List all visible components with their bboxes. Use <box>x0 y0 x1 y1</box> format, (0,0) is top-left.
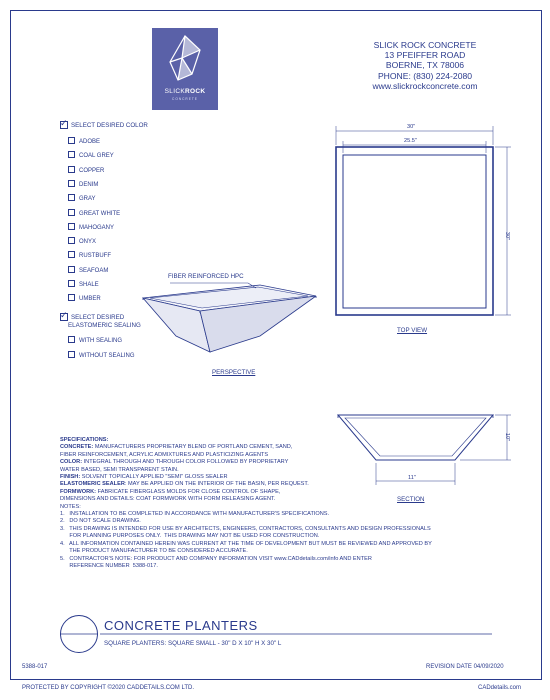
logo-subtext: CONCRETE <box>172 97 198 101</box>
note-line: 2. DO NOT SCALE DRAWING. <box>60 518 141 525</box>
color-option-label: GREAT WHITE <box>79 210 121 217</box>
select-sealing-heading-line2: ELASTOMERIC SEALING <box>68 322 141 329</box>
color-option-label: ADOBE <box>79 139 101 146</box>
spec-heading: SPECIFICATIONS: <box>60 437 109 443</box>
color-option-label: MAHOGANY <box>79 224 115 231</box>
section-label: SECTION <box>397 496 425 503</box>
select-color-heading: SELECT DESIRED COLOR <box>71 122 148 129</box>
note-line: THE PRODUCT MANUFACTURER TO BE CONSIDERED ACCURATE. <box>60 548 248 555</box>
color-option-label: ONYX <box>79 239 97 246</box>
top-view-drawing <box>336 126 511 315</box>
select-sealing-heading-line1: SELECT DESIRED <box>71 314 125 321</box>
note-line: 4. ALL INFORMATION CONTAINED HEREIN WAS CURRENT AT THE TIME OF DEVELOPMENT BUT MUST BE REVIEWED AND APPROVED BY <box>60 540 432 547</box>
notes-list <box>60 511 530 570</box>
color-option-label: COAL GREY <box>79 153 114 160</box>
revision-date: REVISION DATE 04/09/2020 <box>426 664 504 670</box>
dim-height: 10" <box>504 432 511 442</box>
dim-base: 11" <box>408 475 416 481</box>
color-option-label: SEAFOAM <box>79 267 109 274</box>
company-address-line1: 13 PFEIFFER ROAD <box>384 50 466 61</box>
dim-inner-width: 25.5" <box>404 138 417 144</box>
spec-formwork-cont: DIMENSIONS AND DETAILS: COAT FORMWORK WITH FORM RELEASING AGENT. <box>60 496 276 503</box>
page-subtitle: SQUARE PLANTERS: SQUARE SMALL - 30" D X 10" H X 30" L <box>104 640 282 647</box>
specifications-block <box>60 437 530 570</box>
perspective-drawing <box>143 283 316 352</box>
company-name: SLICK ROCK CONCRETE <box>373 40 477 50</box>
fiber-reinforced-label: FIBER REINFORCED HPC <box>168 273 244 280</box>
spec-color-cont: WATER BASED, SEMI TRANSPARENT STAIN. <box>60 466 179 473</box>
check-icon: ✓ <box>60 118 68 128</box>
color-option-label: COPPER <box>79 167 105 174</box>
spec-finish: FINISH: SOLVENT TOPICALLY APPLIED "SEMI" GLOSS SEALER <box>60 474 228 481</box>
dim-outer-width: 30" <box>407 124 416 130</box>
note-line: REFERENCE NUMBER 5388-017. <box>60 562 158 569</box>
logo-wordmark: SLICKROCK <box>164 88 206 95</box>
note-line: 3. THIS DRAWING IS INTENDED FOR USE BY ARCHITECTS, ENGINEERS, CONTRACTORS, CONSULTANTS AND DESIGN PROFESSIONALS <box>60 525 431 532</box>
company-website[interactable]: www.slickrockconcrete.com <box>372 80 478 91</box>
title-circle <box>60 615 98 653</box>
color-option-label: RUSTBUFF <box>79 253 111 260</box>
company-address-line2: BOERNE, TX 78006 <box>385 60 465 71</box>
spec-color: COLOR: INTEGRAL THROUGH AND THROUGH COLOR FOLLOWED BY PROPRIETARY <box>60 459 289 466</box>
note-line: 1. INSTALLATION TO BE COMPLETED IN ACCORDANCE WITH MANUFACTURER'S SPECIFICATIONS. <box>60 511 330 518</box>
copyright-text: PROTECTED BY COPYRIGHT ©2020 CADDETAILS.COM LTD. <box>22 685 195 691</box>
color-option-label: UMBER <box>79 296 101 303</box>
note-line: FOR PLANNING PURPOSES ONLY. THIS DRAWING MAY NOT BE USED FOR CONSTRUCTION. <box>60 533 320 540</box>
notes-heading: NOTES: <box>60 503 81 510</box>
spec-concrete: CONCRETE: MANUFACTURERS PROPRIETARY BLEND OF PORTLAND CEMENT, SAND, <box>60 444 293 451</box>
caddetails-link[interactable]: CADdetails.com <box>478 685 522 691</box>
color-option-label: DENIM <box>79 181 99 188</box>
spec-formwork: FORMWORK: FABRICATE FIBERGLASS MOLDS FOR CLOSE CONTROL OF SHAPE, <box>60 488 281 495</box>
dim-depth: 30" <box>504 231 511 241</box>
sealing-option-label: WITHOUT SEALING <box>79 353 135 360</box>
reference-number: 5388-017 <box>22 664 48 670</box>
perspective-label: PERSPECTIVE <box>212 369 256 376</box>
check-icon: ✓ <box>60 310 68 320</box>
note-line: 5. CONTRACTOR'S NOTE: FOR PRODUCT AND COMPANY INFORMATION VISIT www.CADdetails.com/info AND ENTER <box>60 555 372 562</box>
spec-concrete-cont: FIBER REINFORCEMENT, ACRYLIC ADMIXTURES AND PLASTICIZING AGENTS <box>60 451 269 458</box>
color-option-label: SHALE <box>79 282 99 289</box>
sealing-option-label: WITH SEALING <box>79 338 123 345</box>
top-view-label: TOP VIEW <box>397 327 428 334</box>
company-phone: PHONE: (830) 224-2080 <box>377 70 473 81</box>
spec-sealer: ELASTOMERIC SEALER: MAY BE APPLIED ON THE INTERIOR OF THE BASIN, PER REQUEST. <box>60 481 309 488</box>
color-option-label: GRAY <box>79 196 96 203</box>
page-title: CONCRETE PLANTERS <box>104 618 258 633</box>
